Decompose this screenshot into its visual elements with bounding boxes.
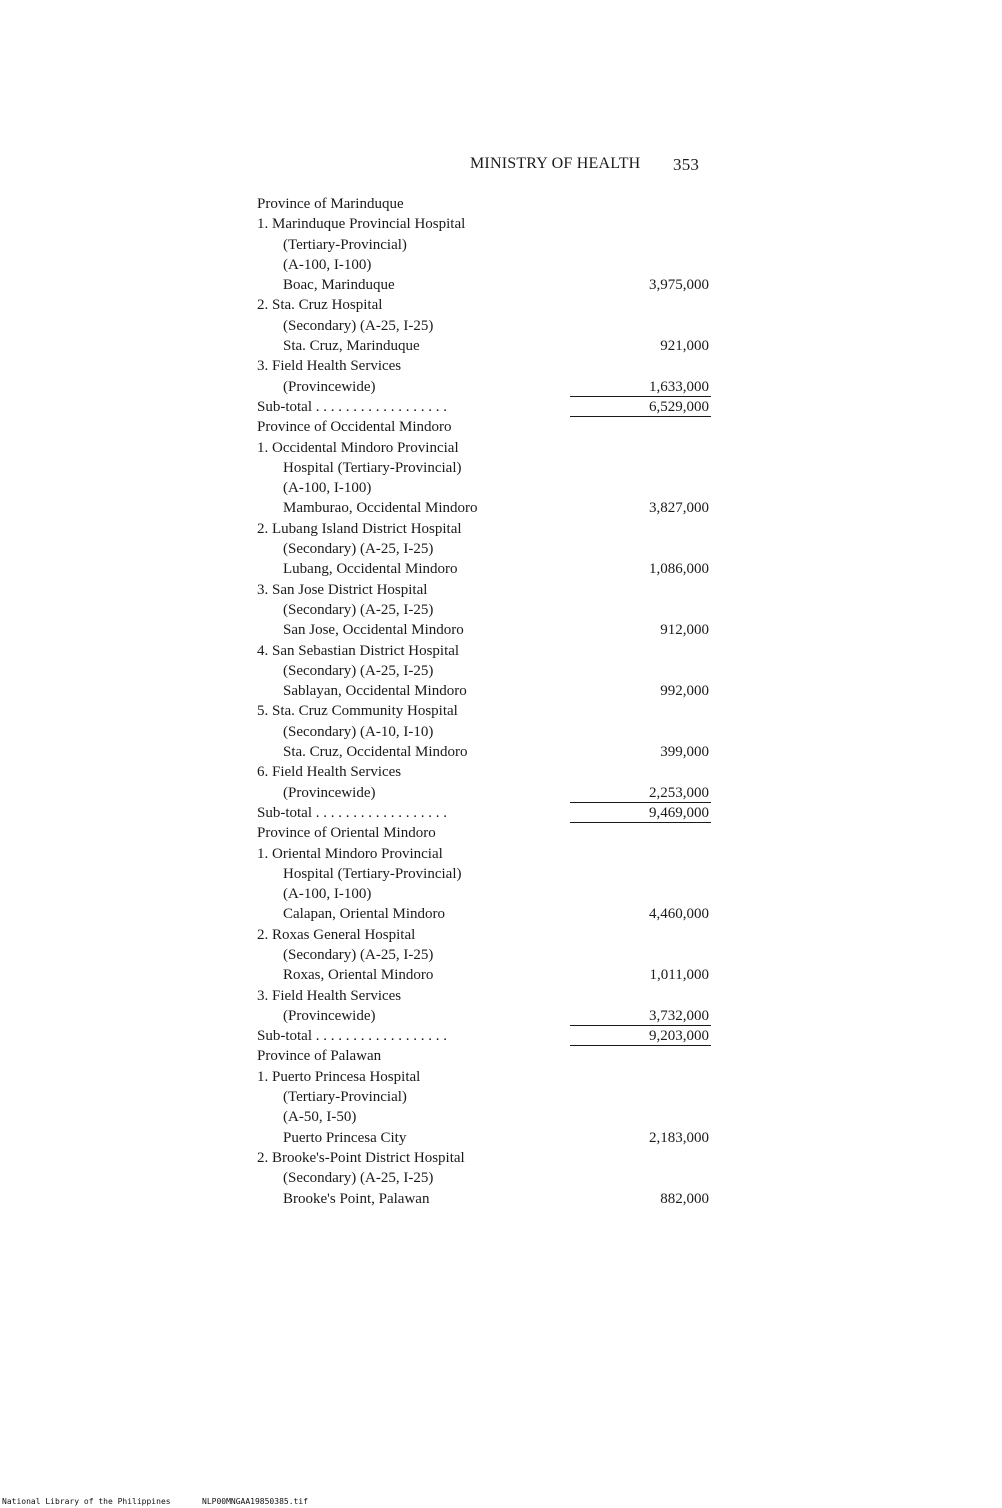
item-title [257,295,717,315]
item-line: Calapan, Oriental Mindoro [283,906,446,923]
item-line: Puerto Princesa City [283,1129,407,1146]
item-detail [257,1189,717,1209]
subtotal-label: Sub-total . . . . . . . . . . . . . . . . . . [257,1028,447,1045]
item-line: 2. Brooke's-Point District Hospital [257,1149,465,1166]
item-line: (Secondary) (A-25, I-25) [283,601,434,618]
province-heading [257,823,717,843]
item-detail [257,1006,717,1026]
item-line: 1. Occidental Mindoro Provincial [257,439,459,456]
item-amount: 3,732,000 [649,1007,709,1024]
item-title [257,356,717,376]
province-heading [257,1046,717,1066]
running-title: MINISTRY OF HEALTH [470,155,641,172]
item-title [257,519,717,539]
item-amount: 2,183,000 [649,1129,709,1146]
item-line: (Secondary) (A-25, I-25) [283,1170,434,1187]
item-detail [257,1087,717,1107]
item-title [257,844,717,864]
item-line: 5. Sta. Cruz Community Hospital [257,703,458,720]
item-detail [257,945,717,965]
item-line: Hospital (Tertiary-Provincial) [283,865,462,882]
item-amount: 912,000 [660,622,709,639]
item-line: (Provincewide) [283,378,376,395]
item-line: Hospital (Tertiary-Provincial) [283,459,462,476]
item-amount: 2,253,000 [649,784,709,801]
item-line: Sta. Cruz, Occidental Mindoro [283,744,468,761]
item-line: (Secondary) (A-25, I-25) [283,662,434,679]
item-amount: 3,975,000 [649,277,709,294]
subtotal-row [257,1026,717,1046]
item-amount: 1,086,000 [649,561,709,578]
item-detail [257,661,717,681]
item-line: 1. Oriental Mindoro Provincial [257,845,443,862]
item-amount: 3,827,000 [649,500,709,517]
item-line: Sta. Cruz, Marinduque [283,338,420,355]
item-detail [257,377,717,397]
item-title [257,214,717,234]
item-line: San Jose, Occidental Mindoro [283,622,464,639]
item-line: 3. San Jose District Hospital [257,581,428,598]
item-title [257,701,717,721]
item-line: 2. Sta. Cruz Hospital [257,297,383,314]
item-detail [257,235,717,255]
item-line: Boac, Marinduque [283,277,395,294]
item-detail [257,1128,717,1148]
item-detail [257,498,717,518]
item-line: (Secondary) (A-25, I-25) [283,317,434,334]
item-title [257,580,717,600]
subtotal-row [257,803,717,823]
item-detail [257,904,717,924]
item-line: Lubang, Occidental Mindoro [283,561,458,578]
item-line: (Provincewide) [283,1007,376,1024]
source-library: National Library of the Philippines [2,1497,171,1506]
item-amount: 921,000 [660,338,709,355]
province-name: Province of Occidental Mindoro [257,419,452,436]
item-title [257,986,717,1006]
item-line: 3. Field Health Services [257,987,402,1004]
page-number: 353 [673,155,700,174]
subtotal-label: Sub-total . . . . . . . . . . . . . . . . . . [257,804,447,821]
item-line: (Secondary) (A-25, I-25) [283,541,434,558]
appropriations-list [257,194,717,1209]
item-detail [257,316,717,336]
item-line: 3. Field Health Services [257,358,402,375]
item-title [257,925,717,945]
province-name: Province of Oriental Mindoro [257,825,436,842]
item-line: 2. Lubang Island District Hospital [257,520,462,537]
item-detail [257,864,717,884]
item-detail [257,255,717,275]
item-title [257,1148,717,1168]
item-line: (A-100, I-100) [283,886,372,903]
item-amount: 1,633,000 [649,378,709,395]
item-detail [257,783,717,803]
item-detail [257,478,717,498]
subtotal-amount: 9,469,000 [649,804,709,821]
item-title [257,762,717,782]
item-amount: 992,000 [660,683,709,700]
item-line: Roxas, Oriental Mindoro [283,967,434,984]
item-line: 4. San Sebastian District Hospital [257,642,460,659]
item-detail [257,884,717,904]
province-name: Province of Palawan [257,1048,382,1065]
file-name: NLP00MNGAA19850385.tif [202,1497,308,1506]
item-line: (Tertiary-Provincial) [283,1089,407,1106]
item-detail [257,681,717,701]
province-heading [257,194,717,214]
item-line: 1. Puerto Princesa Hospital [257,1068,421,1085]
item-line: (Secondary) (A-25, I-25) [283,946,434,963]
item-line: Mamburao, Occidental Mindoro [283,500,478,517]
subtotal-row [257,397,717,417]
item-detail [257,539,717,559]
item-line: (Provincewide) [283,784,376,801]
item-title [257,438,717,458]
item-detail [257,275,717,295]
item-line: (A-100, I-100) [283,480,372,497]
subtotal-label: Sub-total . . . . . . . . . . . . . . . . . . [257,398,447,415]
item-detail [257,1168,717,1188]
item-line: 2. Roxas General Hospital [257,926,416,943]
item-line: 6. Field Health Services [257,764,402,781]
subtotal-amount: 6,529,000 [649,398,709,415]
item-detail [257,336,717,356]
item-title [257,1067,717,1087]
item-detail [257,965,717,985]
item-line: Sablayan, Occidental Mindoro [283,683,467,700]
item-line: (A-50, I-50) [283,1109,357,1126]
item-line: (A-100, I-100) [283,256,372,273]
item-detail [257,742,717,762]
item-line: (Tertiary-Provincial) [283,236,407,253]
item-detail [257,600,717,620]
item-detail [257,1107,717,1127]
item-detail [257,458,717,478]
province-name: Province of Marinduque [257,196,404,212]
item-detail [257,620,717,640]
item-amount: 882,000 [660,1190,709,1207]
item-title [257,641,717,661]
subtotal-amount: 9,203,000 [649,1028,709,1045]
item-amount: 1,011,000 [649,967,709,984]
province-heading [257,417,717,437]
item-line: (Secondary) (A-10, I-10) [283,723,434,740]
item-line: 1. Marinduque Provincial Hospital [257,216,466,233]
item-detail [257,559,717,579]
item-line: Brooke's Point, Palawan [283,1190,430,1207]
item-amount: 399,000 [660,744,709,761]
item-detail [257,722,717,742]
item-amount: 4,460,000 [649,906,709,923]
